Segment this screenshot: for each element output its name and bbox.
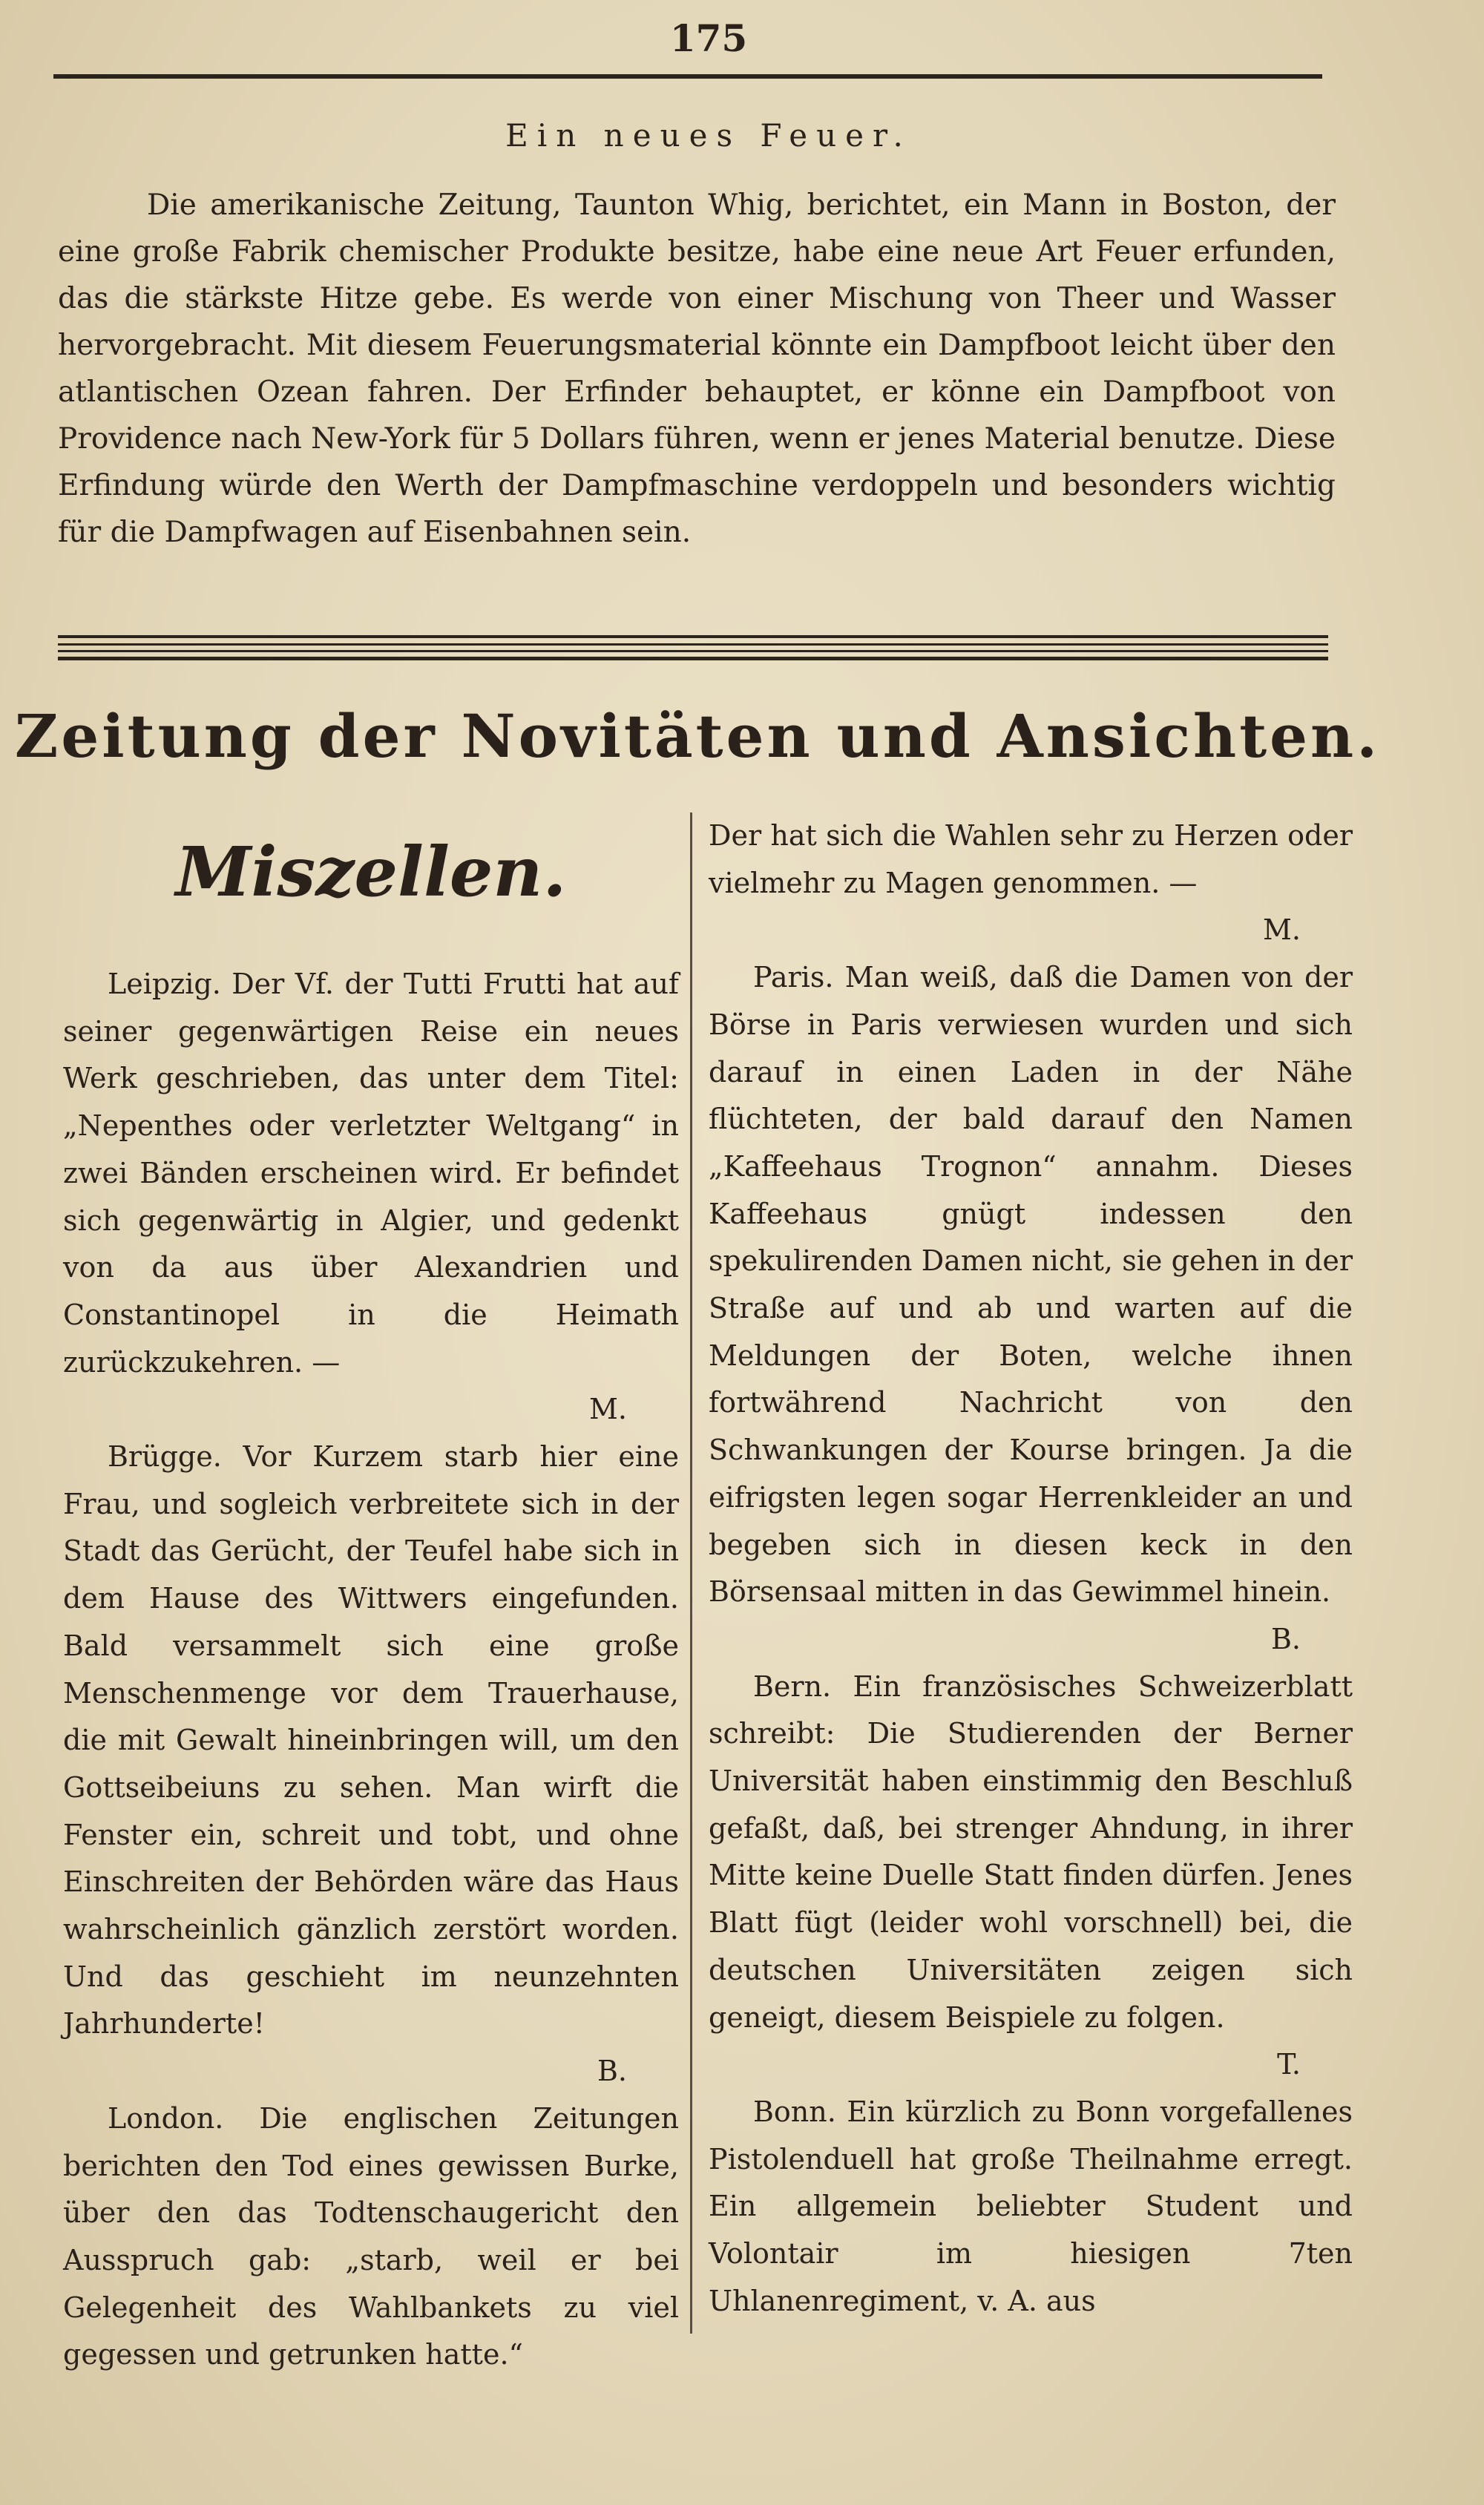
item-bern — [709, 1664, 1353, 2089]
ornamental-divider — [58, 635, 1328, 660]
item-paris-sign: B. — [1270, 1622, 1301, 1655]
item-bern-sign: T. — [1277, 2048, 1301, 2081]
left-column — [63, 812, 679, 2379]
item-bonn — [709, 2089, 1353, 2325]
top-rule — [53, 74, 1322, 79]
item-leipzig — [63, 961, 679, 1434]
item-bruegge-text: Brügge. Vor Kurzem starb hier eine Frau, und sogleich verbreitete sich in der Stadt das Gerücht, der Teufel habe sich in dem Hause des Wittwers eingefunden. Bald versammelt sich eine große Menschenmenge vor dem Trauerhause, die mit Gewalt hineinbringen will, um den Gottseibeiuns zu sehen. Man wirft die Fenster ein, schreit und tobt, und ohne Einschreiten der Behörden wäre das Haus wahrscheinlich gänzlich zerstört worden. Und das geschieht im neunzehnten Jahrhunderte! — [63, 1440, 679, 2041]
item-paris-text: Paris. Man weiß, daß die Damen von der Börse in Paris verwiesen wurden und sich darauf in einen Laden in der Nähe flüchteten, der bald darauf den Namen „Kaffeehaus Trognon“ annahm. Dieses Kaffeehaus gnügt indessen den spekulirenden Damen nicht, sie gehen in der Straße auf und ab und warten auf die Meldungen der Boten, welche ihnen fortwährend Nachricht von den Schwankungen der Kourse bringen. Ja die eifrigsten legen sogar Herrenkleider an und begeben sich in diesen keck in den Börsensaal mitten in das Gewimmel hinein. — [709, 961, 1353, 1609]
item-bonn-text: Bonn. Ein kürzlich zu Bonn vorgefallenes Pistolenduell hat große Theilnahme erregt. Ein allgemein beliebter Student und Volontair im hiesigen 7ten Uhlanenregiment, v. A. aus — [709, 2095, 1353, 2317]
item-london-continued-text: Der hat sich die Wahlen sehr zu Herzen oder vielmehr zu Magen genommen. — — [709, 819, 1353, 899]
item-leipzig-sign: M. — [589, 1393, 627, 1426]
miszellen-heading: Miszellen. — [175, 832, 567, 912]
item-london-sign: M. — [1263, 913, 1301, 947]
item-bruegge — [63, 1434, 679, 2095]
page-number: 175 — [669, 16, 748, 60]
item-london — [63, 2095, 679, 2379]
right-column — [709, 812, 1353, 2325]
item-bruegge-sign: B. — [597, 2055, 627, 2088]
item-bern-text: Bern. Ein französisches Schweizerblatt schreibt: Die Studierenden der Berner Universität haben einstimmig den Beschluß gefaßt, daß, bei strenger Ahndung, in ihrer Mitte keine Duelle Statt finden dürfen. Jenes Blatt fügt (leider wohl vorschnell) bei, die deutschen Universitäten zeigen sich geneigt, diesem Beispiele zu folgen. — [709, 1670, 1353, 2034]
item-leipzig-text: Leipzig. Der Vf. der Tutti Frutti hat auf seiner gegenwärtigen Reise ein neues Werk geschrieben, das unter dem Titel: „Nepenthes oder verletzter Weltgang“ in zwei Bänden erscheinen wird. Er befindet sich gegenwärtig in Algier, und gedenkt von da aus über Alexandrien und Constantinopel in die Heimath zurückzukehren. — — [63, 968, 679, 1379]
section-header: Zeitung der Novitäten und Ansichten. — [14, 701, 1381, 771]
item-london-text: London. Die englischen Zeitungen berichten den Tod eines gewissen Burke, über den das Todtenschaugericht den Ausspruch gab: „starb, weil er bei Gelegenheit des Wahlbankets zu viel gegessen und getrunken hatte.“ — [63, 2101, 679, 2371]
article-title: Ein neues Feuer. — [505, 117, 912, 154]
article-body: Die amerikanische Zeitung, Taunton Whig, berichtet, ein Mann in Boston, der eine große Fabrik chemischer Produkte besitze, habe eine neue Art Feuer erfunden, das die stärkste Hitze gebe. Es werde von einer Mischung von Theer und Wasser hervorgebracht. Mit diesem Feuerungsmaterial könnte ein Dampfboot leicht über den atlantischen Ozean fahren. Der Erfinder behauptet, er könne ein Dampfboot von Providence nach New-York für 5 Dollars führen, wenn er jenes Material benutze. Diese Erfindung würde den Werth der Dampfmaschine verdoppeln und besonders wichtig für die Dampfwagen auf Eisenbahnen sein. — [58, 188, 1336, 549]
item-paris — [709, 954, 1353, 1664]
item-london-continued — [709, 812, 1353, 954]
column-rule — [690, 812, 692, 2334]
